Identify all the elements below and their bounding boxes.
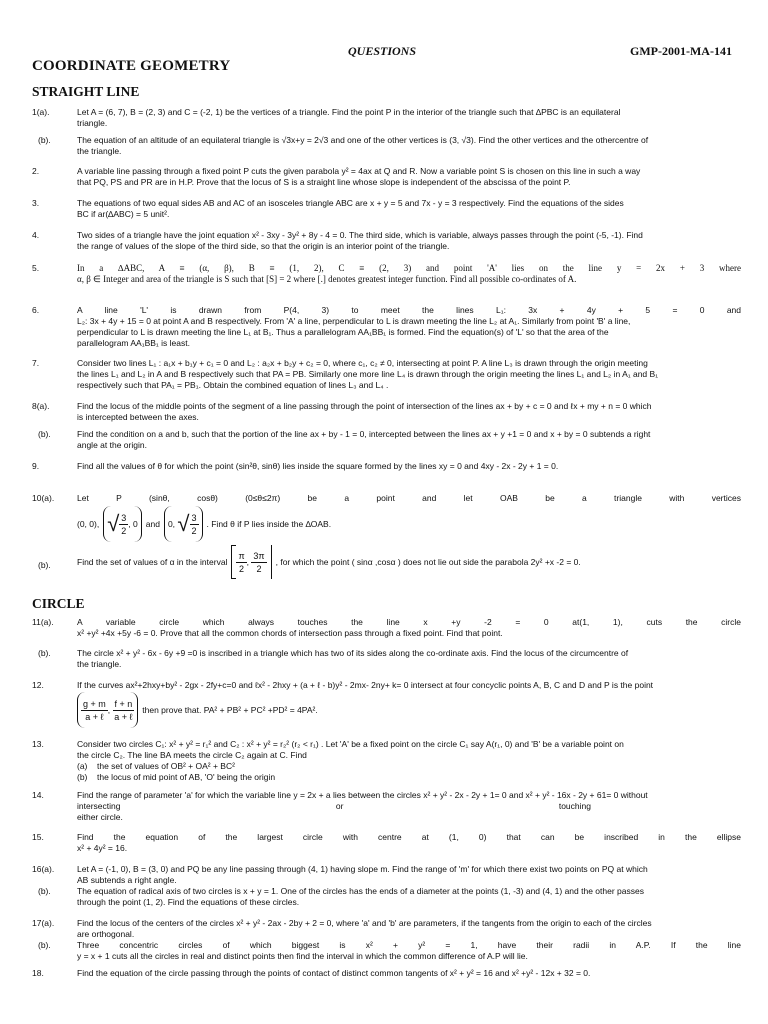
question-line: A variable circle which always touches the line x +y -2 = 0 at(1, 1), cuts the circle (77, 617, 741, 627)
question-line: Let A = (-1, 0), B = (3, 0) and PQ be any line passing through (4, 1) having slope m. Find the range of 'm' for which there exist two points on PQ at which (77, 864, 648, 874)
numerator: 3π (253, 550, 265, 561)
question-text (77, 864, 741, 886)
question-text (77, 648, 741, 670)
question-line: the lines L₁ and L₂ in A and B respectively such that PA = PB. Similarly one more line L₄ is drawn through the origin meeting the lines L₁ and L₂ in A₁ and B₁ (77, 369, 659, 379)
question-text (77, 461, 741, 472)
question-text (77, 107, 741, 129)
question-line: the range of values of the slope of the third side, so that the origin is an interior point of the triangle. (77, 241, 450, 251)
question-number: 2. (32, 166, 40, 176)
question-line: angle at the origin. (77, 440, 147, 450)
question-number: 10(a). (32, 493, 55, 503)
question-number: 18. (32, 968, 44, 978)
question-line: triangle. (77, 118, 108, 128)
question-line (77, 801, 741, 812)
fraction (190, 512, 199, 537)
sqrt-expression (107, 512, 128, 537)
question-number: (b). (38, 648, 51, 658)
fraction (251, 550, 266, 575)
interval-bracket (231, 545, 271, 579)
fraction (236, 550, 246, 575)
question-line: L₂: 3x + 4y + 15 = 0 at point A and B respectively. From 'A' a line, perpendicular to L is drawn meeting the line L₂ at A₁. Similarly from point 'B' a line, (77, 316, 631, 326)
question-text (77, 198, 741, 220)
document-code: GMP-2001-MA-141 (630, 44, 732, 58)
question-line: A variable line passing through a fixed point P cuts the given parabola y² = 4ax at Q and R. Now a variable point S is chosen on this line in such a way (77, 166, 641, 176)
question-line: Find the equation of the largest circle with centre at (1, 0) that can be inscribed in the ellipse (77, 832, 741, 842)
question-line: Find the range of parameter 'a' for which the variable line y = 2x + a lies between the circles x² + y² - 2x - 2y + 1= 0 and x² + y² - 16x - 2y + 61= 0 without (77, 790, 648, 800)
question-line: Find the equation of the circle passing through the points of contact of distinct common tangents of x² + y² = 16 and x² +y² - 12x + 32 = 0. (77, 968, 591, 978)
denominator: 2 (121, 525, 127, 536)
question-number: (b). (38, 560, 51, 570)
question-number: (b). (38, 940, 51, 950)
math-text: , (107, 705, 113, 715)
question-math-row (77, 545, 581, 579)
question-text (77, 358, 741, 391)
numerator: 3 (121, 512, 127, 523)
question-number: (b). (38, 429, 51, 439)
question-line: the triangle. (77, 659, 122, 669)
question-line: Find the locus of the middle points of the segment of a line passing through the point of intersection of the lines ax + by + c = 0 and ℓx + my + n = 0 which (77, 401, 652, 411)
sub-item-text: the set of values of OB² + OA² + BC² (97, 761, 235, 771)
question-number: (b). (38, 886, 51, 896)
radical-sign: √ (107, 511, 120, 536)
question-number: 13. (32, 739, 44, 749)
question-line: either circle. (77, 812, 123, 822)
question-number: 5. (32, 263, 40, 273)
question-text (77, 617, 741, 639)
math-text: , (128, 519, 134, 529)
question-number: 16(a). (32, 864, 55, 874)
denominator: 2 (256, 563, 262, 574)
math-text: Find the set of values of α in the interval (77, 557, 228, 567)
question-line: Consider two lines L₁ : a₁x + b₁y + c₁ = 0 and L₂ : a₂x + b₂y + c₂ = 0, where c₁, c₂ ≠ 0, intersecting at point P. A line L₃ is drawn through the origin meeting (77, 358, 648, 368)
math-text: 0 (133, 519, 138, 529)
sub-item-label: (a) (77, 761, 88, 771)
math-text: 0, (167, 519, 176, 529)
question-line: The equation of an altitude of an equilateral triangle is √3x+y = 2√3 and one of the other vertices is (3, √3). Find the other vertices and the othercentre of (77, 135, 649, 145)
question-line: The circle x² + y² - 6x - 6y +9 =0 is inscribed in a triangle which has two of its sides along the co-ordinate axis. Find the locus of the circumcentre of (77, 648, 629, 658)
question-line: x² + 4y² = 16. (77, 843, 128, 853)
denominator: 2 (191, 525, 197, 536)
question-line: Two sides of a triangle have the joint equation x² - 3xy - 3y² + 8y - 4 = 0. The third side, which is variable, always passes through the point (-5, -1). Find (77, 230, 643, 240)
sub-item-b (77, 772, 741, 783)
question-number: (b). (38, 135, 51, 145)
question-text (77, 493, 741, 504)
question-line: parallelogram AA₁BB₁ is least. (77, 338, 190, 348)
question-line: Find the condition on a and b, such that the portion of the line ax + by - 1 = 0, intercepted between the lines ax + y +1 = 0 and x + by = 0 subtends a right (77, 429, 651, 439)
question-line: respectively such that PA₁ = PB₁. Obtain the combined equation of lines L₃ and L₄ . (77, 380, 389, 390)
math-text: then prove that. PA² + PB² + PC² +PD² = 4PA². (142, 705, 318, 715)
question-number: 8(a). (32, 401, 50, 411)
question-line: The equations of two equal sides AB and AC of an isosceles triangle ABC are x + y = 5 and 7x - y = 3 respectively. Find the equations of the sides (77, 198, 624, 208)
numerator: g + m (83, 698, 106, 709)
question-line: Find the locus of the centers of the circles x² + y² - 2ax - 2by + 2 = 0, where 'a' and 'b' are parameters, if the tangents from the origin to each of the circles (77, 918, 652, 928)
numerator: π (238, 550, 245, 561)
math-text: , for which the point ( sinα ,cosα ) does not lie out side the parabola 2y² +x -2 = 0. (275, 557, 581, 567)
question-text (77, 135, 741, 157)
question-line: that PQ, PS and PR are in H.P. Prove that the locus of S is a straight line whose slope is independent of the abscissa of the point P. (77, 177, 571, 187)
question-number: 11(a). (32, 617, 54, 627)
math-text: (0, 0), (77, 519, 100, 529)
question-line: A line 'L' is drawn from P(4, 3) to meet the lines L₁: 3x + 4y + 5 = 0 and (77, 305, 741, 315)
question-number: 3. (32, 198, 40, 208)
question-number: 17(a). (32, 918, 55, 928)
radical-sign: √ (177, 511, 190, 536)
question-number: 12. (32, 680, 44, 690)
question-text (77, 918, 741, 940)
section-heading-circle: CIRCLE (32, 596, 85, 611)
question-text (77, 832, 741, 854)
question-line: Find all the values of θ for which the point (sin²θ, sinθ) lies inside the square formed by the lines xy = 0 and 4xy - 2x - 2y + 1 = 0. (77, 461, 559, 471)
question-text (77, 886, 741, 908)
question-text (77, 968, 741, 979)
denominator: a + ℓ (85, 711, 104, 722)
question-text (77, 166, 741, 188)
sub-item-text: the locus of mid point of AB, 'O' being the origin (97, 772, 276, 782)
question-number: 4. (32, 230, 40, 240)
question-line: α, β ∈ Integer and area of the triangle is S such that [S] = 2 where [.] denotes greatest integer function. Find all possible co-ordinates of A. (77, 274, 577, 284)
fraction (113, 698, 135, 723)
sub-item-label: (b) (77, 772, 88, 782)
question-number: 7. (32, 358, 40, 368)
question-text (77, 940, 741, 962)
question-line: Consider two circles C₁: x² + y² = r₁² and C₂ : x² + y² = r₂² (r₂ < r₁) . Let 'A' be a fixed point on the circle C₁ say A(r₁, 0) and 'B' be a variable point on (77, 739, 624, 749)
word: touching (558, 801, 591, 811)
question-text (77, 230, 741, 252)
question-text (77, 429, 741, 451)
question-line: AB subtends a right angle. (77, 875, 177, 885)
question-text (77, 401, 741, 423)
word: intersecting (77, 801, 121, 811)
question-number: 9. (32, 461, 40, 471)
question-number: 1(a). (32, 107, 50, 117)
question-line: y = x + 1 cuts all the circles in real and distinct points then find the interval in which the common difference of A.P will lie. (77, 951, 528, 961)
question-line: is intercepted between the axes. (77, 412, 199, 422)
denominator: a + ℓ (114, 711, 133, 722)
question-line: The equation of radical axis of two circles is x + y = 1. One of the circles has the ends of a diameter at the points (1, -3) and (4, 1) and the other passes (77, 886, 644, 896)
question-line: In a ∆ABC, A ≡ (α, β), B ≡ (1, 2), C ≡ (2, 3) and point 'A' lies on the line y = 2x + 3 where (77, 263, 741, 273)
denominator: 2 (239, 563, 245, 574)
question-number: 14. (32, 790, 44, 800)
section-heading-straight-line: STRAIGHT LINE (32, 84, 140, 99)
word: or (335, 801, 344, 811)
header-label: QUESTIONS (348, 44, 417, 58)
question-line: the circle C₂. The line BA meets the circle C₂ again at C. Find (77, 750, 307, 760)
page-title: COORDINATE GEOMETRY (32, 58, 231, 74)
question-text (77, 680, 741, 691)
question-number: 6. (32, 305, 40, 315)
coordinate-pair (164, 506, 203, 542)
question-line: BC if ar(∆ABC) = 5 unit². (77, 209, 170, 219)
question-line: are orthogonal. (77, 929, 135, 939)
question-text (77, 305, 741, 349)
question-math-row (77, 506, 331, 542)
question-text (77, 739, 741, 783)
question-line: Let P (sinθ, cosθ) (0≤θ≤2π) be a point and let OAB be a triangle with vertices (77, 493, 741, 503)
question-math-row (77, 692, 318, 728)
question-line: If the curves ax²+2hxy+by² - 2gx - 2fy+c=0 and ℓx² - 2hxy + (a + ℓ - b)y² - 2mx- 2ny+ k= 0 intersect at four concyclic points A, B, C and D and P is the point (77, 680, 654, 690)
question-line: x² +y² +4x +5y -6 = 0. Prove that all the common chords of intersection pass through a fixed point. Find that point. (77, 628, 503, 638)
fraction (81, 698, 108, 723)
math-text: and (145, 519, 160, 529)
question-line: Three concentric circles of which biggest is x² + y² = 1, have their radii in A.P. If the line (77, 940, 741, 950)
fraction (119, 512, 128, 537)
question-line: perpendicular to L is drawn meeting the line L₁ at B₁. Thus a parallelogram AA₁BB₁ is formed. Find the equation(s) of 'L' so that the area of the (77, 327, 609, 337)
sub-item-a (77, 761, 741, 772)
question-number: 15. (32, 832, 44, 842)
sqrt-expression (177, 512, 198, 537)
numerator: 3 (191, 512, 197, 523)
question-line: Let A = (6, 7), B = (2, 3) and C = (-2, 1) be the vertices of a triangle. Find the point P in the interior of the triangle such that ∆PBC is an equilateral (77, 107, 621, 117)
math-text: , (246, 557, 252, 567)
question-text (77, 790, 741, 823)
numerator: f + n (114, 698, 133, 709)
coordinate-pair (103, 506, 142, 542)
math-text: . Find θ if P lies inside the ∆OAB. (206, 519, 332, 529)
question-line: the triangle. (77, 146, 122, 156)
question-text (77, 263, 741, 285)
question-line: through the point (1, 2). Find the equations of these circles. (77, 897, 300, 907)
point-p-coordinates (77, 692, 138, 728)
